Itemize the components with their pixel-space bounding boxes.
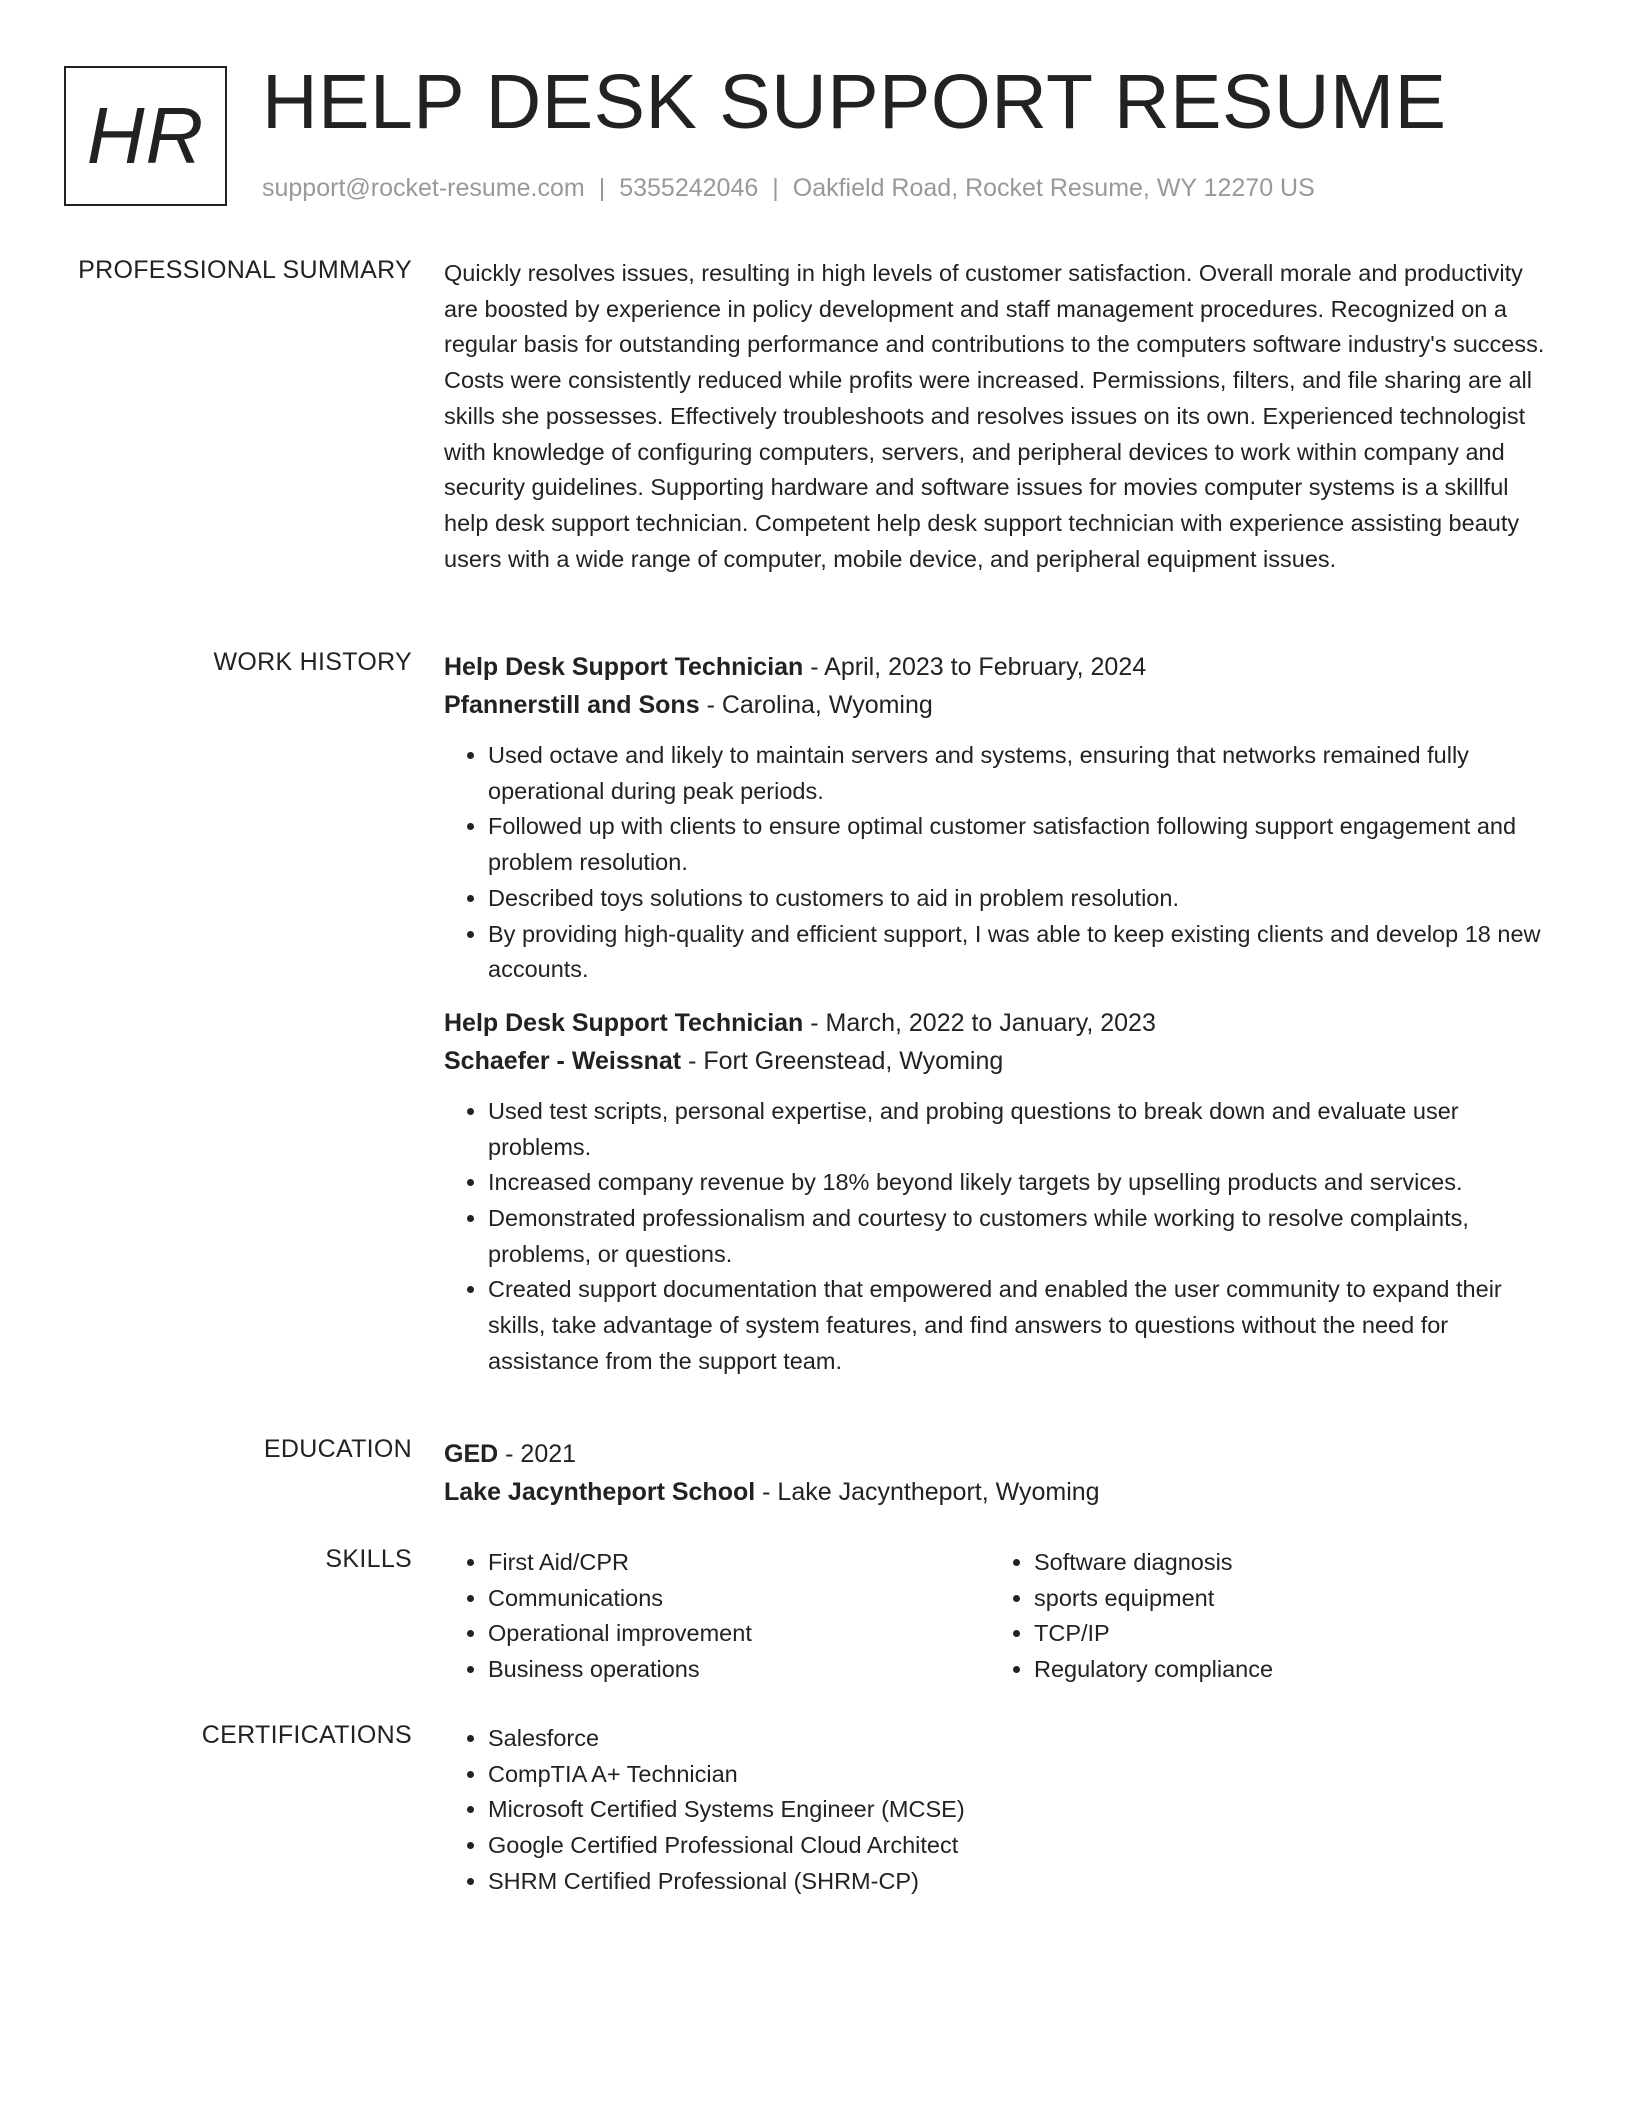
certification-item: • Google Certified Professional Cloud Architect (488, 1828, 1559, 1864)
certifications-body (444, 1721, 1559, 1900)
skills-body (444, 1545, 1559, 1695)
skills-columns (444, 1545, 1559, 1695)
work-history-label: WORK HISTORY (213, 648, 412, 676)
skills-label: SKILLS (325, 1545, 412, 1573)
skill-item: • Regulatory compliance (1034, 1652, 1530, 1688)
degree: GED (444, 1440, 499, 1468)
certifications-label: CERTIFICATIONS (201, 1721, 412, 1749)
work-history-body (444, 648, 1559, 1380)
skills-column-2 (990, 1545, 1530, 1688)
certifications-list (444, 1721, 1559, 1900)
skills-column-1 (444, 1545, 984, 1688)
contact-email: support@rocket-resume.com (262, 174, 585, 202)
job-title: Help Desk Support Technician (444, 1008, 804, 1037)
job-dates: - March, 2022 to January, 2023 (810, 1008, 1156, 1037)
certification-item: • Salesforce (488, 1721, 1559, 1757)
summary-text: Quickly resolves issues, resulting in high levels of customer satisfaction. Overall morale and productivity are boosted by experience in policy development and staff management procedures. Recognized on a regular basis for outstanding performance and contributions to the computers software industry's success. Costs were consistently reduced while profits were increased. Permissions, filters, and file sharing are all skills she possesses. Effectively troubleshoots and resolves issues on its own. Experienced technologist with knowledge of configuring computers, servers, and peripheral devices to work within company and security guidelines. Supporting hardware and software issues for movies computer systems is a skillful help desk support technician. Competent help desk support technician with experience assisting beauty users with a wide range of computer, mobile device, and peripheral equipment issues. (444, 260, 1545, 572)
contact-separator: | (772, 174, 779, 202)
job-bullet: • Used octave and likely to maintain servers and systems, ensuring that networks remained fully operational during peak periods. (488, 738, 1559, 809)
skill-item: • sports equipment (1034, 1581, 1530, 1617)
job-bullet: • Followed up with clients to ensure optimal customer satisfaction following support engagement and problem resolution. (488, 809, 1559, 880)
job-entry (444, 648, 1559, 988)
job-company-line (444, 1042, 1559, 1080)
summary-body (444, 256, 1559, 577)
skill-item: • Business operations (488, 1652, 984, 1688)
school-line (444, 1473, 1559, 1511)
skill-item: • First Aid/CPR (488, 1545, 984, 1581)
job-bullets (444, 738, 1559, 988)
job-company-line (444, 686, 1559, 724)
job-bullet: • Demonstrated professionalism and courtesy to customers while working to resolve complaints, problems, or questions. (488, 1201, 1559, 1272)
job-bullets (444, 1094, 1559, 1380)
job-location: - Fort Greenstead, Wyoming (688, 1046, 1004, 1075)
job-location: - Carolina, Wyoming (706, 691, 933, 719)
skills-list (444, 1545, 984, 1688)
school-name: Lake Jacyntheport School (444, 1478, 756, 1506)
education-label: EDUCATION (263, 1435, 412, 1463)
contact-phone: 5355242046 (619, 174, 759, 202)
contact-line (262, 174, 1315, 203)
certification-item: • Microsoft Certified Systems Engineer (MCSE) (488, 1792, 1559, 1828)
skill-item: • Software diagnosis (1034, 1545, 1530, 1581)
skill-item: • TCP/IP (1034, 1616, 1530, 1652)
skill-item: • Operational improvement (488, 1616, 984, 1652)
job-bullet: • Created support documentation that empowered and enabled the user community to expand their skills, take advantage of system features, and find answers to questions without the need for assistance from the support team. (488, 1272, 1559, 1379)
contact-address: Oakfield Road, Rocket Resume, WY 12270 US (792, 174, 1315, 202)
job-title: Help Desk Support Technician (444, 653, 804, 681)
certification-item: • CompTIA A+ Technician (488, 1757, 1559, 1793)
education-body (444, 1435, 1559, 1511)
job-entry (444, 1004, 1559, 1380)
monogram-logo: HR (64, 66, 227, 206)
job-title-line (444, 1004, 1559, 1042)
degree-line (444, 1435, 1559, 1473)
job-dates: - April, 2023 to February, 2024 (810, 653, 1147, 681)
job-bullet: • By providing high-quality and efficient support, I was able to keep existing clients and develop 18 new accounts. (488, 917, 1559, 988)
skills-list (990, 1545, 1530, 1688)
summary-label: PROFESSIONAL SUMMARY (78, 256, 412, 284)
job-bullet: • Used test scripts, personal expertise, and probing questions to break down and evaluate user problems. (488, 1094, 1559, 1165)
contact-separator: | (598, 174, 606, 202)
job-company: Pfannerstill and Sons (444, 691, 700, 719)
job-bullet: • Increased company revenue by 18% beyond likely targets by upselling products and services. (488, 1165, 1559, 1201)
job-bullet: • Described toys solutions to customers to aid in problem resolution. (488, 881, 1559, 917)
job-company: Schaefer - Weissnat (444, 1046, 682, 1075)
degree-year: - 2021 (505, 1440, 577, 1468)
certification-item: • SHRM Certified Professional (SHRM-CP) (488, 1864, 1559, 1900)
skill-item: • Communications (488, 1581, 984, 1617)
resume-title: HELP DESK SUPPORT RESUME (262, 59, 1447, 145)
job-title-line (444, 648, 1559, 686)
school-location: - Lake Jacyntheport, Wyoming (762, 1478, 1100, 1506)
